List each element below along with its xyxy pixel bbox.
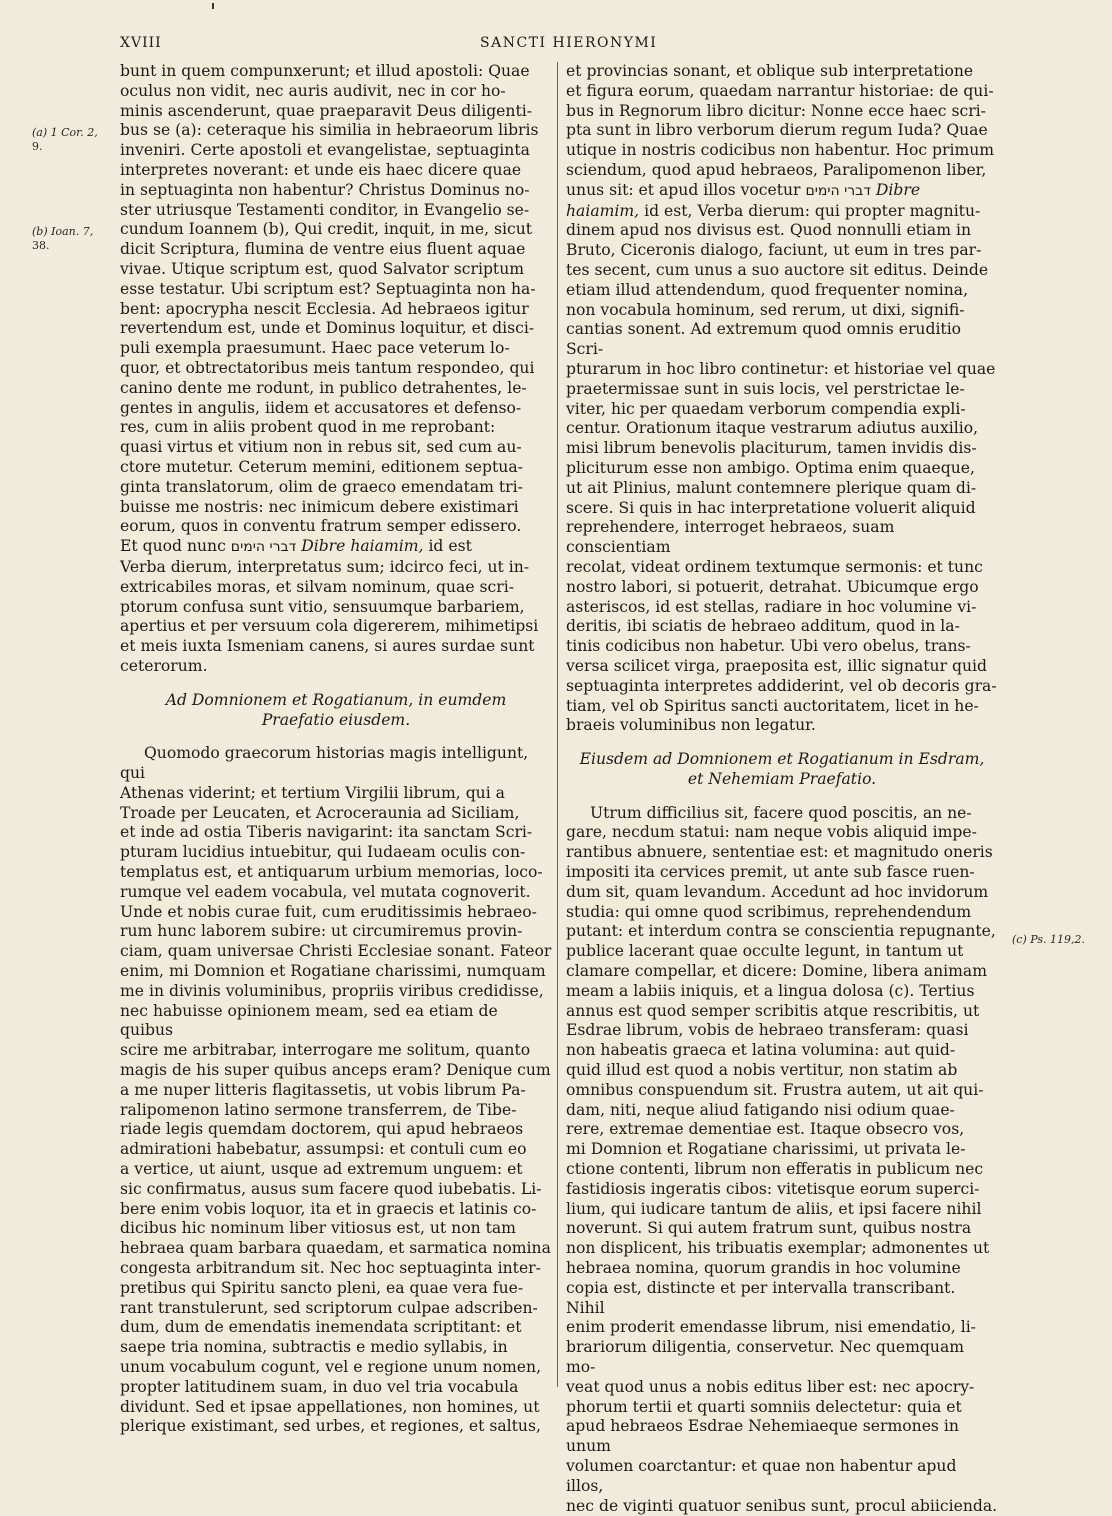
text-line: admirationi habebatur, assumpsi: et contuli cum eo <box>120 1140 527 1159</box>
text-line: ginta translatorum, olim de graeco emendatam tri- <box>120 477 523 496</box>
text-line: vivae. Utique scriptum est, quod Salvator scriptum <box>120 259 525 278</box>
text-line: et figura eorum, quaedam narrantur historiae: de qui- <box>566 81 994 100</box>
text-line: reprehendere, interroget hebraeos, suam conscientiam <box>566 518 895 557</box>
text-line: revertendum est, unde et Dominus loquitur, et disci- <box>120 319 535 338</box>
left-hebrew-transliteration: Dibre haiamim, <box>301 537 424 556</box>
text-line: non vocabula hominum, sed rerum, ut dixi, signifi- <box>566 300 965 319</box>
text-line: enim proderit emendasse librum, nisi emendatio, li- <box>566 1318 976 1337</box>
left-hebrew-before: Et quod nunc <box>120 537 226 556</box>
text-line: esse testatur. Ubi scriptum est? Septuaginta non ha- <box>120 279 536 298</box>
right-italic-line <box>566 202 998 222</box>
text-line: pturam lucidius intuebitur, qui Iudaeam oculis con- <box>120 843 526 862</box>
text-line: canino dente me rodunt, in publico detrahentes, le- <box>120 378 527 397</box>
text-line: quasi virtus et vitium non in rebus sit, sed cum au- <box>120 438 522 457</box>
text-line: lium, qui iudicare tantum de aliis, et ipsi facere nihil <box>566 1199 982 1218</box>
text-line: ster utriusque Testamenti conditor, in Evangelio se- <box>120 200 530 219</box>
right-section-title-line2: et Nehemiam Praefatio. <box>687 769 877 788</box>
text-line: misi librum benevolis placiturum, tamen invidis dis- <box>566 439 977 458</box>
left-hebrew-line <box>120 537 552 558</box>
text-line: gentes in angulis, iidem et accusatores et defenso- <box>120 398 522 417</box>
text-line: putant: et interdum contra se conscientia repugnante, <box>566 922 996 941</box>
text-line: braeis voluminibus non legatur. <box>566 716 816 735</box>
text-line: Esdrae librum, vobis de hebraeo transferam: quasi <box>566 1021 969 1040</box>
text-line: a vertice, ut aiunt, usque ad extremum unguem: et <box>120 1160 523 1179</box>
text-line: praetermissae sunt in suis locis, vel perstrictae le- <box>566 379 965 398</box>
text-line: sciendum, quod apud hebraeos, Paralipomenon liber, <box>566 160 987 179</box>
left-column <box>120 62 552 1437</box>
margin-note-c-text: (c) Ps. 119,2. <box>1012 933 1085 946</box>
text-line: dividunt. Sed et ipsae appellationes, non homines, ut <box>120 1397 540 1416</box>
margin-note-c <box>1012 933 1085 947</box>
text-line: rumque vel eadem vocabula, vel mutata cognoverit. <box>120 882 531 901</box>
right-hebrew-transliteration: Dibre <box>875 180 921 199</box>
right-para1-head <box>566 62 998 181</box>
text-line: noverunt. Si qui autem fratrum sunt, quibus nostra <box>566 1219 972 1238</box>
margin-note-b-cont: 38. <box>32 239 50 252</box>
left-para1-tail <box>120 558 552 677</box>
text-line: non habeatis graeca et latina volumina: aut quid- <box>566 1041 956 1060</box>
text-line: in septuaginta non habentur? Christus Dominus no- <box>120 180 530 199</box>
text-line: nec habuisse opinionem meam, sed ea etiam de quibus <box>120 1001 498 1040</box>
text-line: interpretes noverant: et unde eis haec dicere quae <box>120 160 522 179</box>
text-line: ctore mutetur. Ceterum memini, editionem septua- <box>120 457 523 476</box>
text-line: bere enim vobis loquor, ita et in graecis et latinis co- <box>120 1199 537 1218</box>
text-line: pliciturum esse non ambigo. Optima enim quaeque, <box>566 458 975 477</box>
text-line: extricabiles moras, et silvam nominum, quae scri- <box>120 577 514 596</box>
text-line: buisse me nostris: nec inimicum debere existimari <box>120 497 519 516</box>
text-line: bunt in quem compunxerunt; et illud apostoli: Quae <box>120 62 530 80</box>
right-column <box>566 62 998 1516</box>
text-line: res, cum in aliis probent quod in me reprobant: <box>120 418 496 437</box>
margin-note-b-text: (b) Ioan. 7, <box>32 225 94 238</box>
text-line: non displicent, his tribuatis exemplar; admonentes ut <box>566 1239 990 1258</box>
text-line: apertius et per versuum cola digererem, mihimetipsi <box>120 617 539 636</box>
text-line: rere, extremae dementiae est. Itaque obsecro vos, <box>566 1120 965 1139</box>
text-line: publice lacerant quae occulte legunt, in tantum ut <box>566 942 964 961</box>
margin-note-a <box>32 126 98 154</box>
text-line: me in divinis voluminibus, propriis viribus credidisse, <box>120 981 544 1000</box>
text-line: asteriscos, id est stellas, radiare in hoc volumine vi- <box>566 597 977 616</box>
text-line: etiam illud attendendum, quod frequenter nomina, <box>566 280 969 299</box>
text-line: volumen coarctantur: et quae non habentur apud illos, <box>566 1456 957 1495</box>
text-line: septuaginta interpretes addiderint, vel ob decoris gra- <box>566 676 997 695</box>
text-line: ut ait Plinius, malunt contemnere plerique quam di- <box>566 478 977 497</box>
text-line: scire me arbitrabar, interrogare me solitum, quanto <box>120 1041 531 1060</box>
text-line: et provincias sonant, et oblique sub interpretatione <box>566 62 974 80</box>
text-line: tiam, vel ob Spiritus sancti auctoritatem, licet in he- <box>566 696 979 715</box>
text-line: et meis iuxta Ismeniam canens, si aures surdae sunt <box>120 637 535 656</box>
page-number: XVIII <box>120 35 162 51</box>
text-line: scere. Si quis in hac interpretatione voluerit aliquid <box>566 498 976 517</box>
text-line: omnibus conspuendum sit. Frustra autem, ut ait qui- <box>566 1080 984 1099</box>
text-line: utique in nostris codicibus non habentur. Hoc primum <box>566 141 995 160</box>
left-section-title-line2: Praefatio eiusdem. <box>261 710 411 729</box>
text-line: et inde ad ostia Tiberis navigarint: ita sanctam Scri- <box>120 823 533 842</box>
left-section-title-line1: Ad Domnionem et Rogatianum, in eumdem <box>165 690 507 709</box>
text-line: nostro labori, si potuerit, detrahat. Ubicumque ergo <box>566 577 979 596</box>
text-line: Bruto, Ciceronis dialogo, faciunt, ut eum in tres par- <box>566 241 982 260</box>
text-line: brariorum diligentia, conservetur. Nec quemquam mo- <box>566 1338 965 1376</box>
text-line: versa scilicet virga, praeposita est, illic signatur quid <box>566 656 987 675</box>
right-section-title <box>566 750 998 790</box>
text-line: Unde et nobis curae fuit, cum eruditissimis hebraeo- <box>120 902 537 921</box>
text-line: enim, mi Domnion et Rogatiane charissimi, numquam <box>120 962 546 981</box>
hebrew-text: דברי הימים <box>805 182 871 199</box>
text-line: Verba dierum, interpretatus sum; idcirco feci, ut in- <box>120 557 530 576</box>
right-para1-tail <box>566 221 998 736</box>
text-line: pretibus qui Spiritu sancto pleni, ea quae vera fue- <box>120 1278 524 1297</box>
text-line: minis ascenderunt, quae praeparavit Deus diligenti- <box>120 101 532 120</box>
text-line: tes secent, cum unus a suo auctore sit editus. Deinde <box>566 260 989 279</box>
right-italic-after: id est, Verba dierum: qui propter magnitu- <box>644 201 981 220</box>
left-para2 <box>120 744 552 1437</box>
text-line: sic confirmatus, ausus sum facere quod iubebatis. Li- <box>120 1179 542 1198</box>
text-line: phorum tertii et quarti somniis delectetur: quia et <box>566 1397 962 1416</box>
text-line: studia: qui omne quod scribimus, reprehendendum <box>566 902 972 921</box>
text-line: apud hebraeos Esdrae Nehemiaeque sermones in unum <box>566 1417 959 1456</box>
text-line: templatus est, et antiquarum urbium memorias, loco- <box>120 863 543 882</box>
left-section-title <box>120 691 552 731</box>
text-line: a me nuper litteris flagitassetis, ut vobis librum Pa- <box>120 1080 526 1099</box>
right-hebrew-before: unus sit: et apud illos vocetur <box>566 180 801 199</box>
text-line: recolat, videat ordinem textumque sermonis: et tunc <box>566 557 983 576</box>
text-line: quid illud est quod a nobis vertitur, non statim ab <box>566 1061 958 1080</box>
text-line: congesta arbitrandum sit. Nec hoc septuaginta inter- <box>120 1259 541 1278</box>
text-line: unum vocabulum cogunt, vel e regione unum nomen, <box>120 1358 542 1376</box>
column-divider <box>557 62 558 1387</box>
text-line: dicibus hic nominum liber vitiosus est, ut non tam <box>120 1219 516 1238</box>
text-line: Athenas viderint; et tertium Virgilii librum, qui a <box>120 783 505 802</box>
text-line: dam, niti, neque aliud fatigando nisi odium quae- <box>566 1100 955 1119</box>
text-line: bus in Regnorum libro dicitur: Nonne ecce haec scri- <box>566 101 986 120</box>
text-line: nec de viginti quatuor senibus sunt, procul abiicienda. <box>566 1496 998 1515</box>
right-para2 <box>566 804 998 1516</box>
text-line: meam a labiis iniquis, et a lingua dolosa (c). Tertius <box>566 981 975 1000</box>
text-line: viter, hic per quaedam verborum compendia expli- <box>566 399 966 418</box>
left-hebrew-after: id est <box>428 537 472 556</box>
text-line: bent: apocrypha nescit Ecclesia. Ad hebraeos igitur <box>120 299 529 318</box>
text-line: centur. Orationum itaque vestrarum adiutus auxilio, <box>566 419 979 438</box>
text-line: ralipomenon latino sermone transferrem, de Tibe- <box>120 1100 517 1119</box>
text-line: mi Domnion et Rogatiane charissimi, ut privata le- <box>566 1140 966 1159</box>
text-line: cundum Ioannem (b), Qui credit, inquit, in me, sicut <box>120 220 533 239</box>
text-line: eorum, quos in conventu fratrum semper edissero. <box>120 517 522 536</box>
right-transliteration-cont: haiamim, <box>566 201 640 220</box>
text-line: ciam, quam universae Christi Ecclesiae sonant. Fateor <box>120 942 552 961</box>
text-line: inveniri. Certe apostoli et evangelistae, septuaginta <box>120 141 530 160</box>
text-line: dum, dum de emendatis inemendata scriptitant: et <box>120 1318 522 1337</box>
text-line: fastidiosis ingeratis cibos: vitetisque eorum superci- <box>566 1179 980 1198</box>
text-line: dicit Scriptura, flumina de ventre eius fluent aquae <box>120 240 526 259</box>
text-line: deritis, ibi sciatis de hebraeo additum, quod in la- <box>566 617 960 636</box>
text-line: ctione contenti, librum non efferatis in publicum nec <box>566 1160 984 1179</box>
text-line: saepe tria nomina, subtractis e medio syllabis, in <box>120 1338 508 1357</box>
text-line: magis de his super quibus anceps eram? Denique cum <box>120 1061 551 1080</box>
right-hebrew-line <box>566 181 998 202</box>
ink-speck <box>212 3 214 9</box>
text-line: ptorum confusa sunt vitio, sensuumque barbariem, <box>120 597 525 616</box>
margin-note-a-cont: 9. <box>32 140 43 153</box>
text-line: Quomodo graecorum historias magis intelligunt, qui <box>120 744 529 783</box>
hebrew-text: דברי הימים <box>230 539 297 556</box>
right-section-title-line1: Eiusdem ad Domnionem et Rogatianum in Esdram, <box>579 750 985 769</box>
text-line: rant transtulerunt, sed scriptorum culpae adscriben- <box>120 1298 538 1317</box>
text-line: rum hunc laborem subire: ut circumiremus provin- <box>120 922 523 941</box>
text-line: cantias sonent. Ad extremum quod omnis eruditio Scri- <box>566 320 962 359</box>
text-line: clamare compellar, et dicere: Domine, libera animam <box>566 962 988 981</box>
text-line: propter latitudinem suam, in duo vel tria vocabula <box>120 1377 519 1396</box>
text-line: hebraea nomina, quorum grandis in hoc volumine <box>566 1259 961 1278</box>
text-line: tinis codicibus non habetur. Ubi vero obelus, trans- <box>566 637 971 656</box>
text-line: plerique existimant, sed urbes, et regiones, et saltus, <box>120 1417 541 1436</box>
text-line: quor, et obtrectatoribus meis tantum respondeo, qui <box>120 358 535 377</box>
text-line: Troade per Leucaten, et Acroceraunia ad Siciliam, <box>120 803 520 822</box>
text-line: annus est quod semper scribitis atque rescribitis, ut <box>566 1001 980 1020</box>
text-line: Utrum difficilius sit, facere quod poscitis, an ne- <box>590 803 972 822</box>
text-line: copia est, distincte et per intervalla transcribant. Nihil <box>566 1278 956 1317</box>
text-line: dum sit, quam levandum. Accedunt ad hoc invidorum <box>566 882 989 901</box>
text-line: pta sunt in libro verborum dierum regum Iuda? Quae <box>566 121 988 140</box>
text-line: gare, necdum statui: nam neque vobis aliquid impe- <box>566 823 977 842</box>
text-line: hebraea quam barbara quaedam, et sarmatica nomina <box>120 1239 551 1258</box>
text-line: dinem apud nos divisus est. Quod nonnulli etiam in <box>566 221 972 240</box>
text-line: impositi ita cervices premit, ut ante sub fasce ruen- <box>566 863 975 882</box>
text-line: pturarum in hoc libro continetur: et historiae vel quae <box>566 359 996 378</box>
text-line: veat quod unus a nobis editus liber est: nec apocry- <box>566 1377 975 1396</box>
text-line: rantibus abnuere, sententiae est: et magnitudo oneris <box>566 843 993 862</box>
text-line: puli exempla praesumunt. Haec pace veterum lo- <box>120 339 510 358</box>
running-title: SANCTI HIERONYMI <box>480 35 658 51</box>
margin-note-a-text: (a) 1 Cor. 2, <box>32 126 98 139</box>
left-para1 <box>120 62 552 537</box>
text-line: bus se (a): ceteraque his similia in hebraeorum libris <box>120 121 539 140</box>
text-line: oculus non vidit, nec auris audivit, nec in cor ho- <box>120 81 506 100</box>
text-line: riade legis quemdam doctorem, qui apud hebraeos <box>120 1120 524 1139</box>
text-line: ceterorum. <box>120 656 208 675</box>
margin-note-b <box>32 225 93 253</box>
